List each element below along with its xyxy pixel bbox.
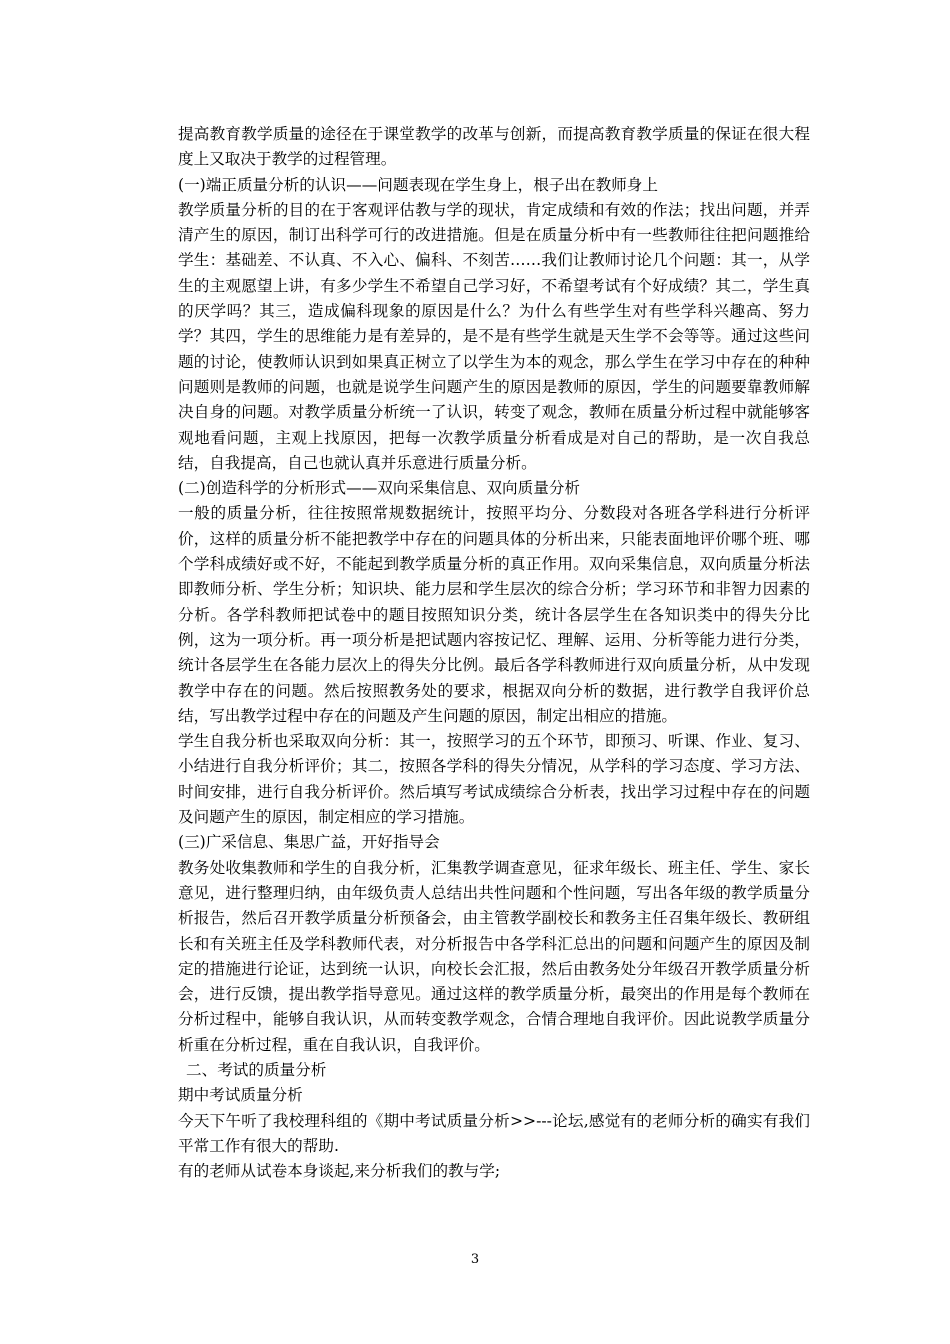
paragraph-analysis: 有的老师从试卷本身谈起,来分析我们的教与学; bbox=[178, 1162, 501, 1181]
paragraph-forum: 今天下午听了我校理科组的《期中考试质量分析>>---论坛,感觉有的老师分析的确实有我们平常工作有很大的帮助. bbox=[178, 1111, 810, 1155]
paragraph-section-2a: 一般的质量分析，往往按照常规数据统计，按照平均分、分数段对各班各学科进行分析评价，这样的质量分析不能把教学中存在的问题具体的分析出来，只能表面地评价哪个班、哪个学科成绩好或不好，不能起到教学质量分析的真正作用。双向采集信息，双向质量分析法即教师分析、学生分析；知识块、能力层和学生层次的综合分析；学习环节和非智力因素的分析。各学科教师把试卷中的题目按照知识分类，统计各层学生在各知识类中的得失分比例，这为一项分析。再一项分析是把试题内容按记忆、理解、运用、分析等能力进行分类，统计各层学生在各能力层次上的得失分比例。最后各学科教师进行双向质量分析，从中发现教学中存在的问题。然后按照教务处的要求，根据双向分析的数据，进行教学自我评价总结，写出教学过程中存在的问题及产生问题的原因，制定出相应的措施。 bbox=[178, 504, 810, 725]
paragraph-section-3: 教务处收集教师和学生的自我分析，汇集教学调查意见，征求年级长、班主任、学生、家长意见，进行整理归纳，由年级负责人总结出共性问题和个性问题，写出各年级的教学质量分析报告，然后召开教学质量分析预备会，由主管教学副校长和教务主任召集年级长、教研组长和有关班主任及学科教师代表，对分析报告中各学科汇总出的问题和问题产生的原因及制定的措施进行论证，达到统一认识，向校长会汇报，然后由教务处分年级召开教学质量分析会，进行反馈，提出教学指导意见。通过这样的教学质量分析，最突出的作用是每个教师在分析过程中，能够自我认识，从而转变教学观念，合情合理地自我评价。因此说教学质量分析重在分析过程，重在自我认识，自我评价。 bbox=[178, 858, 810, 1054]
document-body bbox=[178, 122, 810, 1184]
paragraph-section-1: 教学质量分析的目的在于客观评估教与学的现状，肯定成绩和有效的作法；找出问题，并弄清产生的原因，制订出科学可行的改进措施。但是在质量分析中有一些教师往往把问题推给学生：基础差、不认真、不入心、偏科、不刻苦……我们让教师讨论几个问题：其一，从学生的主观愿望上讲，有多少学生不希望自己学习好，不希望考试有个好成绩？其二，学生真的厌学吗？其三，造成偏科现象的原因是什么？为什么有些学生对有些学科兴趣高、努力学？其四，学生的思维能力是有差异的，是不是有些学生就是天生学不会等等。通过这些问题的讨论，使教师认识到如果真正树立了以学生为本的观念，那么学生在学习中存在的种种问题则是教师的问题，也就是说学生问题产生的原因是教师的原因，学生的问题要靠教师解决自身的问题。对教学质量分析统一了认识，转变了观念，教师在质量分析过程中就能够客观地看问题，主观上找原因，把每一次教学质量分析看成是对自己的帮助，是一次自我总结，自我提高，自己也就认真并乐意进行质量分析。 bbox=[178, 200, 810, 472]
page-number: 3 bbox=[470, 1252, 480, 1267]
chapter-heading: 二、考试的质量分析 bbox=[186, 1060, 327, 1079]
section-heading-3: (三)广采信息、集思广益，开好指导会 bbox=[178, 833, 440, 852]
paragraph-intro: 提高教育教学质量的途径在于课堂教学的改革与创新，而提高教育教学质量的保证在很大程度上又取决于教学的过程管理。 bbox=[178, 125, 810, 169]
paragraph-section-2b: 学生自我分析也采取双向分析：其一，按照学习的五个环节，即预习、听课、作业、复习、小结进行自我分析评价；其二，按照各学科的得失分情况，从学科的学习态度、学习方法、时间安排，进行自我分析评价。然后填写考试成绩综合分析表，找出学习过程中存在的问题及问题产生的原因，制定相应的学习措施。 bbox=[178, 732, 810, 827]
subsection-title: 期中考试质量分析 bbox=[178, 1086, 303, 1105]
section-heading-1: (一)端正质量分析的认识——问题表现在学生身上，根子出在教师身上 bbox=[178, 175, 658, 194]
section-heading-2: (二)创造科学的分析形式——双向采集信息、双向质量分析 bbox=[178, 479, 581, 498]
